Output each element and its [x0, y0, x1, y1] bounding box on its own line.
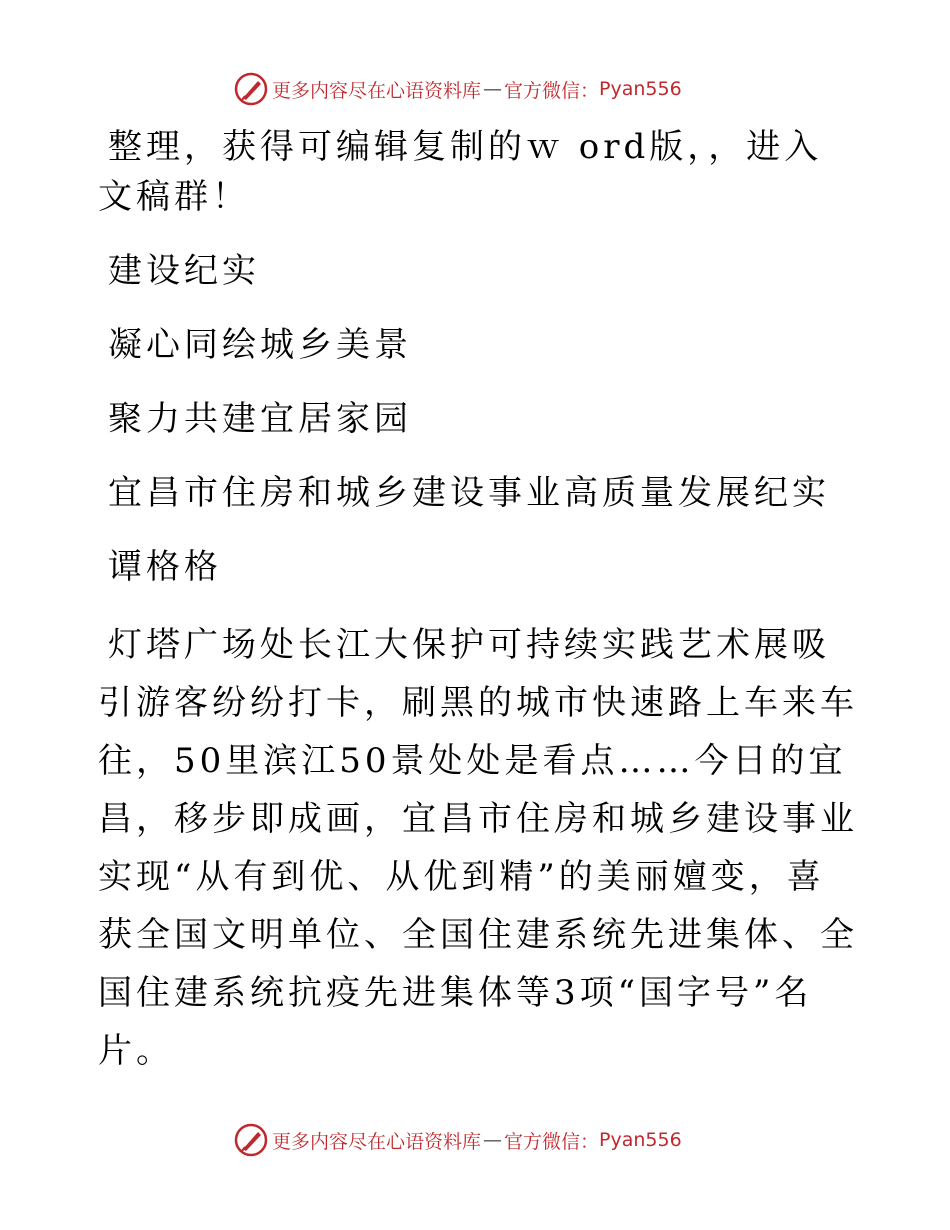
watermark-handle: Pyan556	[599, 1129, 682, 1151]
body-paragraph: 灯塔广场处长江大保护可持续实践艺术展吸引游客纷纷打卡，刷黑的城市快速路上车来车往，50里滨江50景处处是看点……今日的宜昌，移步即成画，宜昌市住房和城乡建设事业实现“从有到优、从优到精”的美丽嬗变，喜获全国文明单位、全国住建系统先进集体、全国住建系统抗疫先进集体等3项“国字号”名片。	[98, 625, 858, 1071]
document-body	[98, 122, 858, 1104]
watermark-text: 更多内容尽在心语资料库	[272, 79, 482, 102]
intro-paragraph: 整理，获得可编辑复制的ｗ ord版，，进入文稿群！	[98, 127, 823, 217]
watermark-separator: —	[483, 78, 503, 100]
subtitle: 宜昌市住房和城乡建设事业高质量发展纪实	[108, 473, 830, 513]
watermark-official: 官方微信：	[504, 79, 600, 102]
watermark-official: 官方微信：	[504, 1130, 600, 1153]
headline-line-2: 聚力共建宜居家园	[108, 399, 412, 439]
watermark-separator: —	[483, 1129, 503, 1151]
quill-pen-icon	[234, 72, 268, 106]
header-watermark	[234, 72, 682, 106]
quill-pen-icon	[234, 1123, 268, 1157]
section-label: 建设纪实	[108, 251, 260, 291]
watermark-handle: Pyan556	[599, 78, 682, 100]
headline-line-1: 凝心同绘城乡美景	[108, 325, 412, 365]
footer-watermark	[234, 1123, 682, 1157]
author-name: 谭格格	[108, 547, 222, 587]
watermark-text: 更多内容尽在心语资料库	[272, 1130, 482, 1153]
